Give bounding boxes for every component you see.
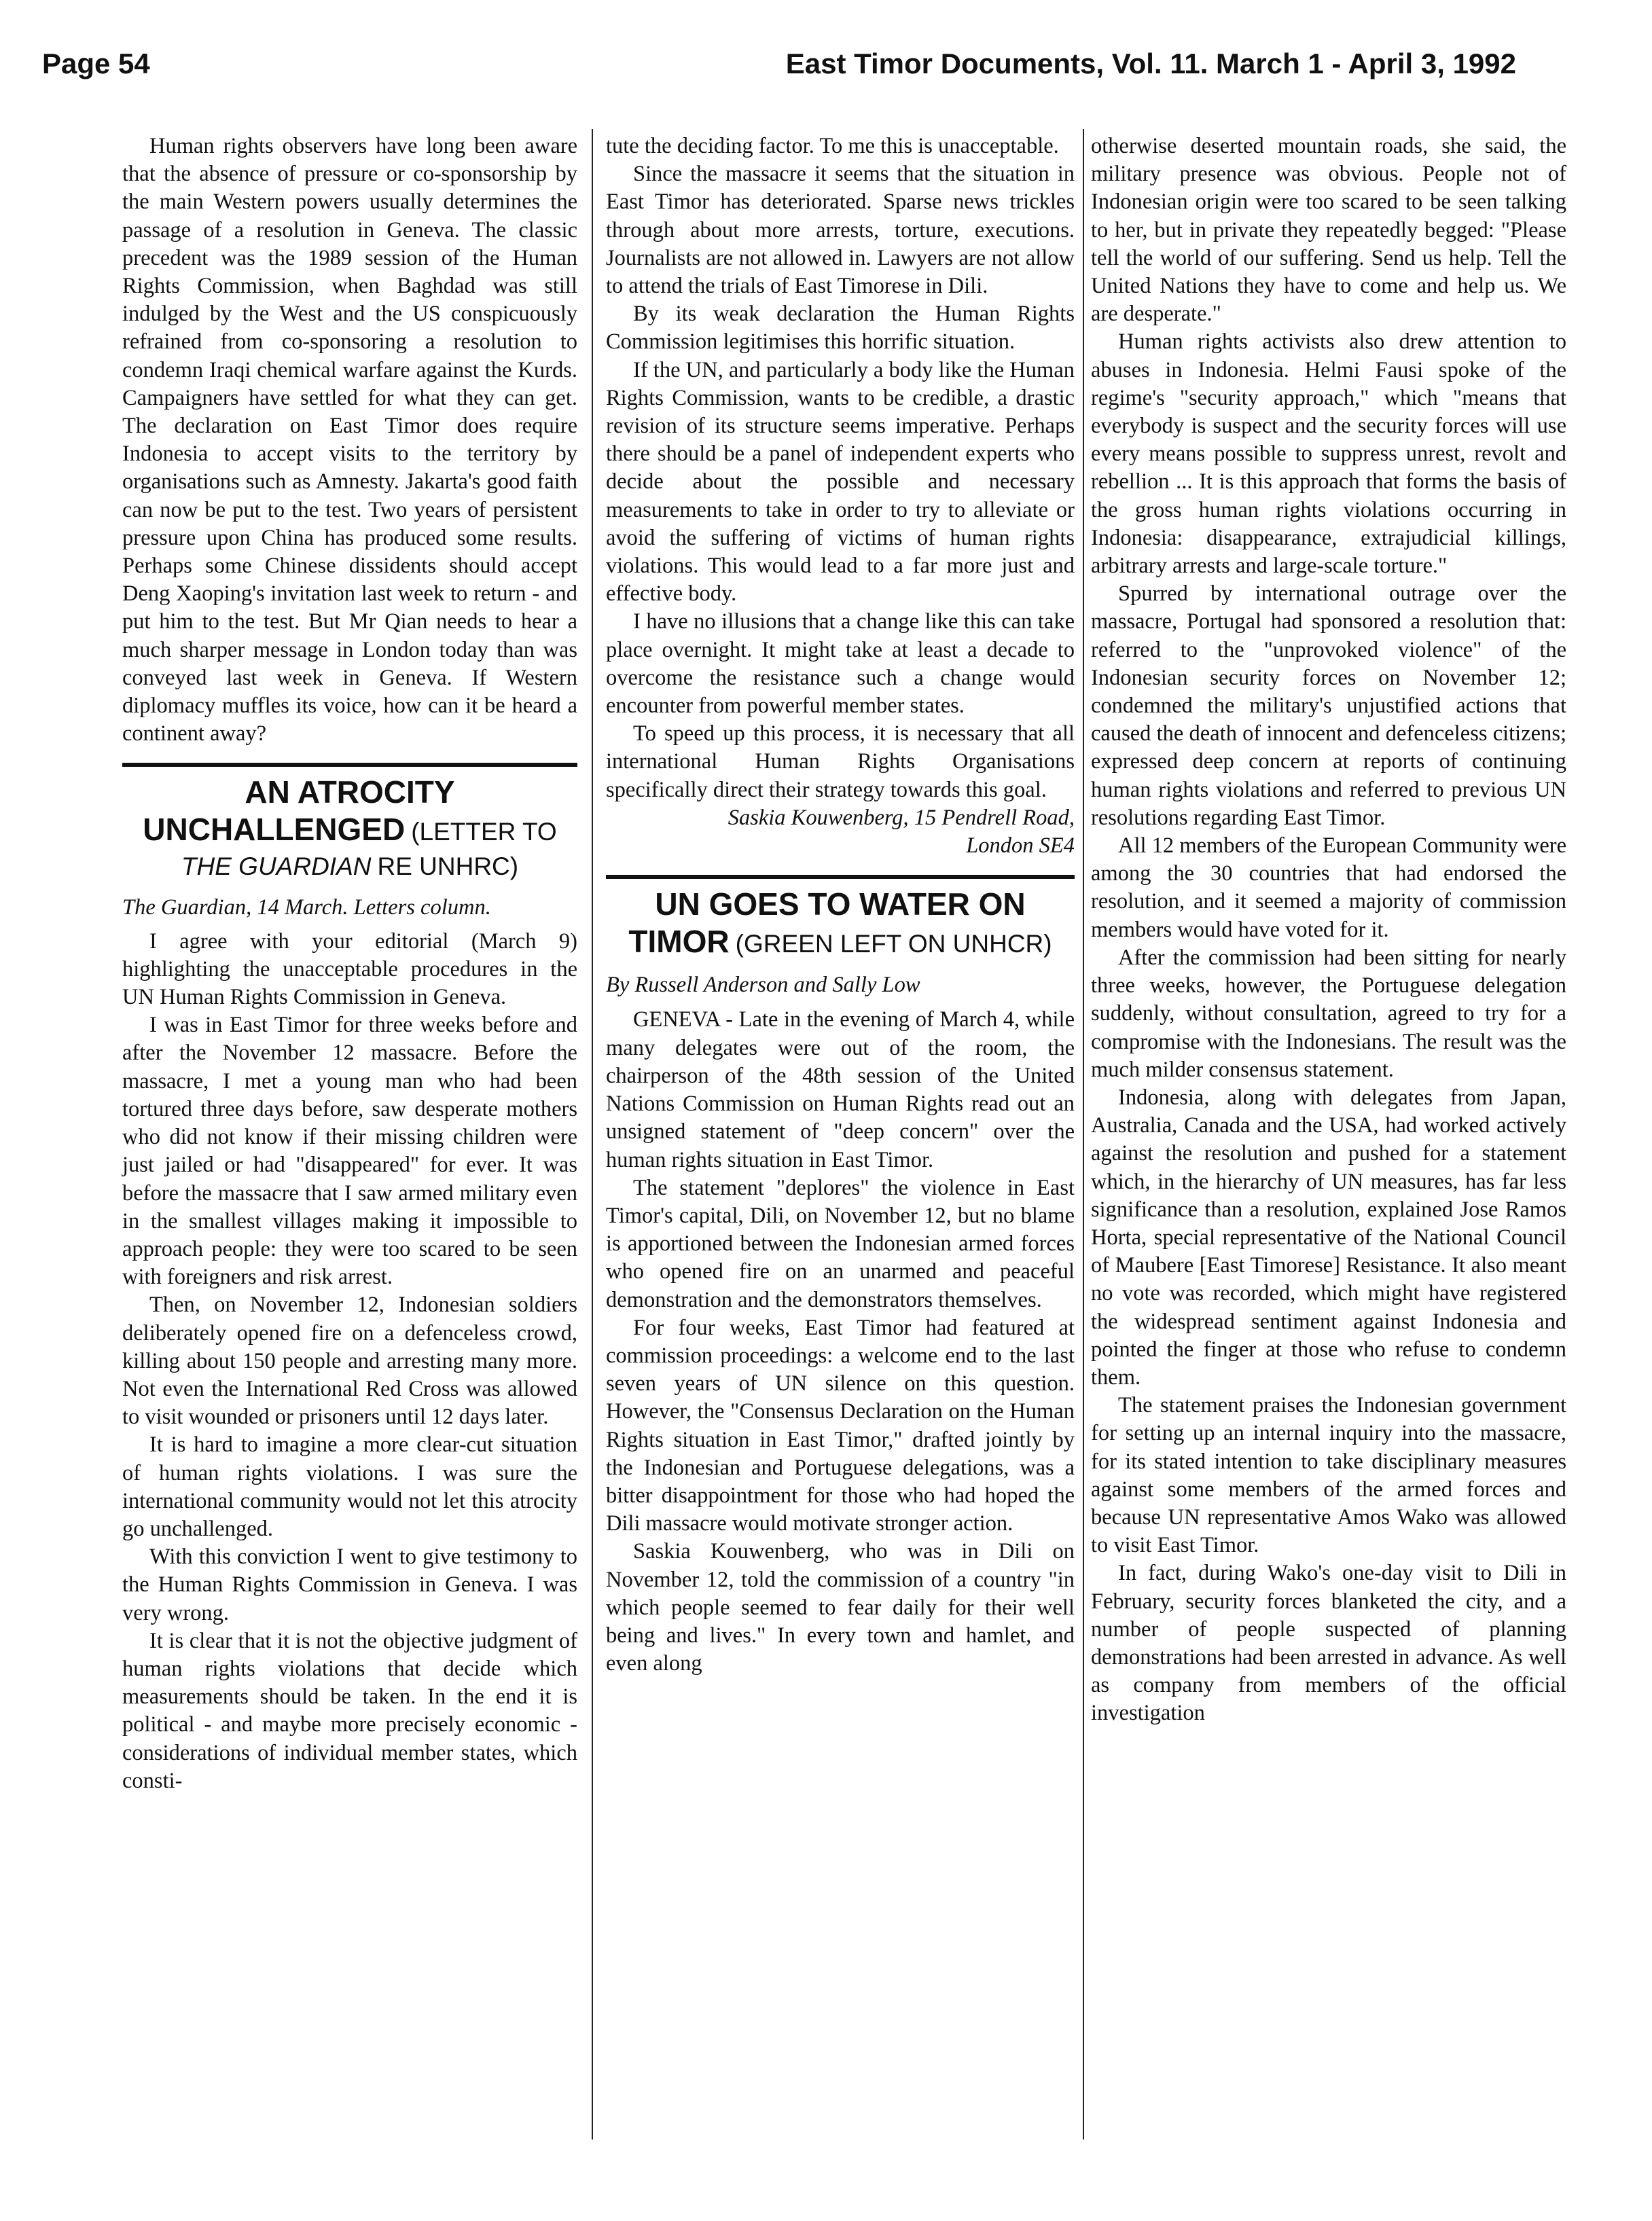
column-1 [122,132,577,1795]
paragraph: otherwise deserted mountain roads, she said, the military presence was obvious. People not of Indonesian origin were too scared to be seen talking to her, but in private they repeatedly begged: "Please tell the world of our suffering. Send us help. Tell the United Nations they have to come and help us. We are desperate." [1091,134,1566,327]
paragraph: After the commission had been sitting for nearly three weeks, however, the Portuguese delegation suddenly, without consultation, agreed to try for a compromise with the Indonesians. The result was the much milder consensus statement. [1091,945,1566,1082]
paragraph: To speed up this process, it is necessary that all international Human Rights Organisations specifically direct their strategy towards this goal. [606,721,1075,802]
headline-sub: (LETTER TO [411,818,557,846]
paragraph: If the UN, and particularly a body like the Human Rights Commission, wants to be credible, a drastic revision of its structure seems imperative. Perhaps there should be a panel of independent experts who decide about the possible and necessary measurements to take in order to try to alleviate or avoid the suffering of victims of human rights violations. This would lead to a far more just and effective body. [606,357,1075,607]
paragraph: In fact, during Wako's one-day visit to Dili in February, security forces blanketed the city, and a number of people suspected of planning demonstrations had been arrested in advance. As well as company from members of the official investigation [1091,1561,1566,1726]
section-rule [122,763,577,767]
paragraph: It is clear that it is not the objective judgment of human rights violations that decide which measurements should be taken. In the end it is political - and maybe more precisely economic - considerations of individual member states, which consti- [122,1628,577,1793]
article-headline [122,775,577,884]
paragraph: GENEVA - Late in the evening of March 4, while many delegates were out of the room, the chairperson of the 48th session of the United Nations Commission on Human Rights read out an unsigned statement of "deep concern" over the human rights situation in East Timor. [606,1007,1075,1172]
column-divider [592,129,593,2139]
paragraph: Since the massacre it seems that the situation in East Timor has deteriorated. Sparse news trickles through about more arrests, torture, executions. Journalists are not allowed in. Lawyers are not allow to attend the trials of East Timorese in Dili. [606,162,1075,299]
paragraph: tute the deciding factor. To me this is unacceptable. [606,134,1059,158]
paragraph: I agree with your editorial (March 9) highlighting the unacceptable procedures in the UN Human Rights Commission in Geneva. [122,928,577,1010]
page-number: Page 54 [42,48,150,79]
headline-sub: RE UNHRC) [377,852,519,881]
signature-line: London SE4 [966,833,1075,859]
article-source: The Guardian, 14 March. Letters column. [122,895,491,920]
letter-signature [606,804,1075,860]
headline-main: UN GOES TO WATER ON [655,886,1026,922]
paragraph: With this conviction I went to give testimony to the Human Rights Commission in Geneva. I was very wrong. [122,1545,577,1625]
paragraph: Spurred by international outrage over the massacre, Portugal had sponsored a resolution that: referred to the "unprovoked violence" of the Indonesian security forces on November 12; condemned the military's unjustified actions that caused the death of innocent and defenceless citizens; expressed deep concern at reports of continuing human rights violations and referred to previous UN resolutions regarding East Timor. [1091,581,1566,830]
paragraph: Saskia Kouwenberg, who was in Dili on November 12, told the commission of a country "in which people seemed to fear daily for their well being and lives." In every town and hamlet, and even along [606,1539,1075,1676]
headline-main: AN ATROCITY UNCHALLENGED [143,774,455,848]
headline-main: TIMOR [628,924,730,960]
headline-sub-italic: THE GUARDIAN [181,852,372,881]
paragraph: Then, on November 12, Indonesian soldiers deliberately opened fire on a defenceless crowd, killing about 150 people and arresting many more. Not even the International Red Cross was allowed to visit wounded or prisoners until 12 days later. [122,1293,577,1430]
article-byline: By Russell Anderson and Sally Low [606,973,920,998]
column-2 [606,132,1075,1678]
paragraph: The statement praises the Indonesian government for setting up an internal inquiry into the massacre, for its stated intention to take disciplinary measures against some members of the armed forces and because UN representative Amos Wako was allowed to visit East Timor. [1091,1393,1566,1558]
paragraph: I have no illusions that a change like this can take place overnight. It might take at least a decade to overcome the resistance such a change would encounter from powerful member states. [606,609,1075,719]
paragraph: Indonesia, along with delegates from Japan, Australia, Canada and the USA, had worked actively against the resolution and pushed for a statement which, in the hierarchy of UN measures, has far less significance than a resolution, explained Jose Ramos Horta, special representative of the National Council of Maubere [East Timorese] Resistance. It also meant no vote was recorded, which might have registered the widespread sentiment against Indonesia and pointed the finger at those who refuse to condemn them. [1091,1085,1566,1390]
paragraph: Human rights activists also drew attention to abuses in Indonesia. Helmi Fausi spoke of the regime's "security approach," which "means that everybody is suspect and the security forces will use every means possible to suppress unrest, revolt and rebellion ... It is this approach that forms the basis of the gross human rights violations occurring in Indonesia: disappearance, extrajudicial killings, arbitrary arrests and large-scale torture." [1091,329,1566,579]
headline-sub: (GREEN LEFT ON UNHCR) [735,930,1052,958]
article-headline [606,887,1075,962]
column-3 [1091,132,1566,1728]
column-divider [1083,129,1084,2139]
signature-line: Saskia Kouwenberg, 15 Pendrell Road, [728,805,1075,830]
paragraph: It is hard to imagine a more clear-cut situation of human rights violations. I was sure the international community would not let this atrocity go unchallenged. [122,1432,577,1541]
paragraph: Human rights observers have long been aware that the absence of pressure or co-sponsorship by the main Western powers usually determines the passage of a resolution in Geneva. The classic precedent was the 1989 session of the Human Rights Commission, when Baghdad was still indulged by the West and the US conspicuously refrained from co-sponsoring a resolution to condemn Iraqi chemical warfare against the Kurds. Campaigners have settled for what they can get. The declaration on East Timor does require Indonesia to accept visits to the territory by organisations such as Amnesty. Jakarta's good faith can now be put to the test. Two years of persistent pressure upon China has produced some results. Perhaps some Chinese dissidents should accept Deng Xaoping's invitation last week to return - and put him to the test. But Mr Qian needs to hear a much sharper message in London today than was conveyed last week in Geneva. If Western diplomacy muffles its voice, how can it be heard a continent away? [122,134,577,746]
section-rule [606,875,1075,879]
paragraph: I was in East Timor for three weeks before and after the November 12 massacre. Before the massacre, I met a young man who had been tortured three days before, saw desperate mothers who did not know if their missing children were just jailed or had "disappeared" for ever. It was before the massacre that I saw armed military even in the smallest villages making it impossible to approach people: they were too scared to be seen with foreigners and risk arrest. [122,1013,577,1290]
publication-title: East Timor Documents, Vol. 11. March 1 - April 3, 1992 [785,48,1516,79]
paragraph: All 12 members of the European Community were among the 30 countries that had endorsed the resolution, and it seemed a majority of commission members would have voted for it. [1091,833,1566,942]
paragraph: For four weeks, East Timor had featured at commission proceedings: a welcome end to the last seven years of UN silence on this question. However, the "Consensus Declaration on the Human Rights situation in East Timor," drafted jointly by the Indonesian and Portuguese delegations, was a bitter disappointment for those who had hoped the Dili massacre would motivate stronger action. [606,1315,1075,1536]
paragraph: By its weak declaration the Human Rights Commission legitimises this horrific situation. [606,302,1075,355]
paragraph: The statement "deplores" the violence in East Timor's capital, Dili, on November 12, but no blame is apportioned between the Indonesian armed forces who opened fire on an unarmed and peaceful demonstration and the demonstrators themselves. [606,1175,1075,1312]
page-header [42,48,1516,91]
